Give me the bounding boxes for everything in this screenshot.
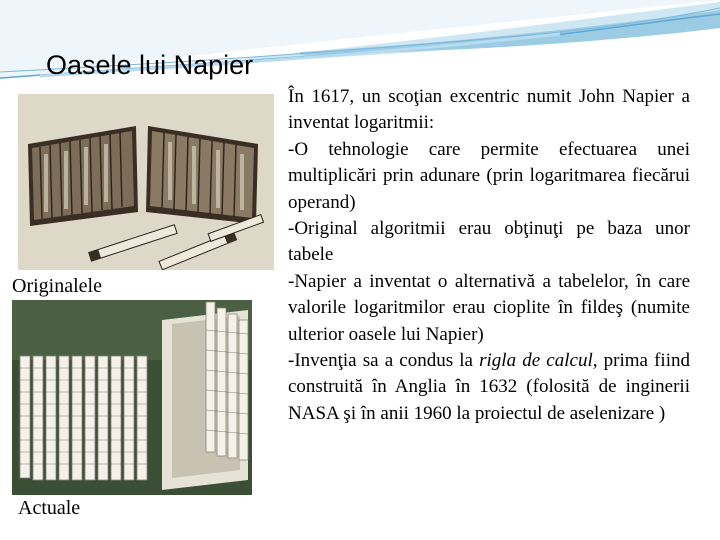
paragraph-bones: -Napier a inventat o alternativă a tabelelor, în care valorile logaritmilor erau cioplite în fildeş (numite ulterior oasele lui Napier): [288, 270, 690, 345]
paragraph-slide-rule: [288, 348, 690, 427]
caption-modern: Actuale: [18, 497, 81, 519]
paragraph-technology: -O tehnologie care permite efectuarea unei multiplicări prin adunare (prin logaritmarea fiecărui operand): [288, 138, 690, 213]
original-bones-photo: [18, 94, 274, 270]
modern-bones-illustration: [12, 300, 252, 495]
slide-rule-term: rigla de calcul: [479, 350, 593, 372]
slide-rule-text-after: , prima fiind construită în Anglia în 1632 (folosită de inginerii NASA şi în anii 1960 la proiectul de aselenizare ): [288, 350, 690, 424]
paragraph-tables: -Original algoritmii erau obţinuţi pe baza unor tabele: [288, 218, 690, 266]
caption-original: Originalele: [12, 275, 102, 297]
slide-rule-text-before: -Invenţia sa a condus la: [288, 350, 480, 372]
slide-title: Oasele lui Napier: [46, 50, 254, 80]
original-bones-illustration: [18, 94, 274, 270]
modern-bones-photo: [12, 300, 252, 495]
body-text: [288, 84, 690, 427]
paragraph-intro: În 1617, un scoţian excentric numit John Napier a inventat logaritmii:: [288, 86, 690, 134]
